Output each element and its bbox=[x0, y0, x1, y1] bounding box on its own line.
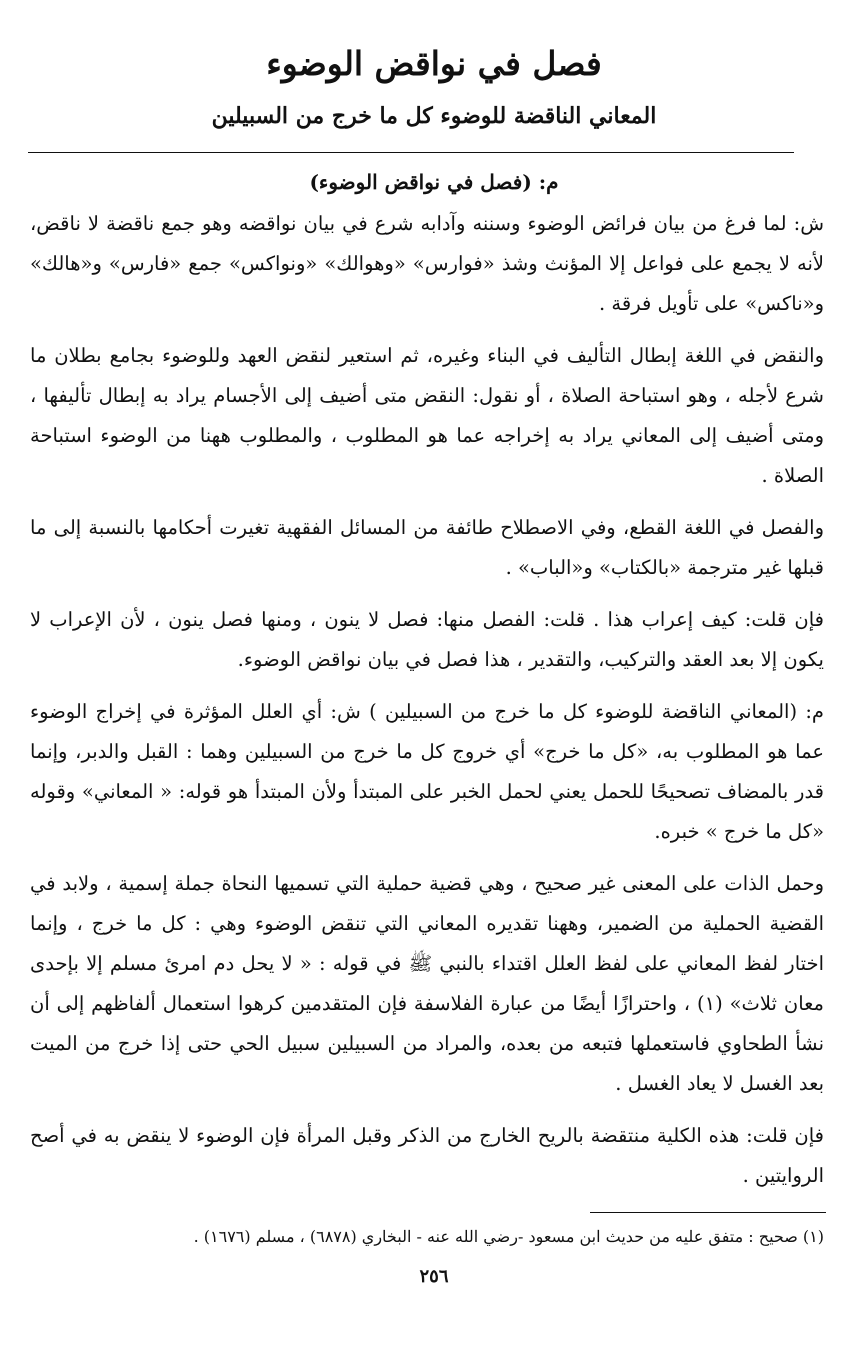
page-number: ٢٥٦ bbox=[419, 1266, 449, 1287]
paragraph-text: ش: لما فرغ من بيان فرائض الوضوء وسننه وآدابه شرع في بيان نواقضه وهو جمع ناقضة لا ناقض، لأنه لا يجمع على فواعل إلا المؤنث وشذ «فوارس» «وهوالك» «ونواكس» جمع «فارس» و«هالك» و«ناكس» على تأويل فرقة . bbox=[30, 212, 824, 315]
paragraph bbox=[30, 508, 824, 588]
paragraph bbox=[30, 864, 824, 1104]
paragraph bbox=[30, 600, 824, 680]
paragraph bbox=[30, 692, 824, 852]
body-text bbox=[30, 204, 824, 1208]
paragraph bbox=[30, 1116, 824, 1196]
chapter-title: فصل في نواقض الوضوء bbox=[266, 44, 602, 83]
paragraph-text: والنقض في اللغة إبطال التأليف في البناء وغيره، ثم استعير لنقض العهد وللوضوء بجامع بطلان ما شرع لأجله ، وهو استباحة الصلاة ، أو نقول: النقض متى أضيف إلى الأجسام يراد به إبطال تأليفها ، ومتى أضيف إلى المعاني يراد به إخراجه عما هو المطلوب ، والمطلوب ههنا من الوضوء استباحة الصلاة . bbox=[30, 344, 824, 487]
paragraph bbox=[30, 336, 824, 496]
paragraph bbox=[30, 204, 824, 324]
paragraph-text: م: (المعاني الناقضة للوضوء كل ما خرج من السبيلين ) ش: أي العلل المؤثرة في إخراج الوضوء عما هو المطلوب به، «كل ما خرج» أي خروج كل ما خرج من السبيلين وهما : القبل والدبر، وإنما قدر بالمضاف تصحيحًا للحمل يعني لحمل الخبر على المبتدأ ولأن المبتدأ هو قوله: « المعاني» وقوله «كل ما خرج » خبره. bbox=[30, 700, 824, 843]
paragraph-text: فإن قلت: هذه الكلية منتقضة بالريح الخارج من الذكر وقبل المرأة فإن الوضوء لا ينقض به في أصح الروايتين . bbox=[30, 1124, 824, 1187]
footnote-divider bbox=[590, 1212, 826, 1213]
footnote: (١) صحيح : متفق عليه من حديث ابن مسعود -رضي الله عنه - البخاري (٦٨٧٨) ، مسلم (١٦٧٦) . bbox=[193, 1227, 824, 1246]
paragraph-text: وحمل الذات على المعنى غير صحيح ، وهي قضية حملية التي تسميها النحاة جملة إسمية ، ولابد في القضية الحملية من الضمير، وههنا تقديره المعاني التي تنقض الوضوء وهي : كل ما خرج ، وإنما اختار لفظ المعاني على لفظ العلل اقتداء بالنبي ﷺ في قوله : « لا يحل دم امرئ مسلم إلا بإحدى معان ثلاث» (١) ، واحترازًا أيضًا من عبارة الفلاسفة فإن المتقدمين كرهوا استعمال ألفاظهم إلى أن نشأ الطحاوي فاستعملها فتبعه من بعده، والمراد من السبيلين سبيل الحي حتى إذا خرج من الميت بعد الغسل لا يعاد الغسل . bbox=[30, 872, 824, 1095]
section-label: م: (فصل في نواقض الوضوء) bbox=[309, 170, 559, 194]
header-divider bbox=[28, 152, 794, 153]
chapter-subtitle: المعاني الناقضة للوضوء كل ما خرج من السبيلين bbox=[211, 103, 657, 129]
paragraph-text: والفصل في اللغة القطع، وفي الاصطلاح طائفة من المسائل الفقهية تغيرت أحكامها بالنسبة إلى ما قبلها غير مترجمة «بالكتاب» و«الباب» . bbox=[30, 516, 824, 579]
paragraph-text: فإن قلت: كيف إعراب هذا . قلت: الفصل منها: فصل لا ينون ، ومنها فصل ينون ، لأن الإعراب لا يكون إلا بعد العقد والتركيب، والتقدير ، هذا فصل في بيان نواقض الوضوء. bbox=[30, 608, 824, 671]
